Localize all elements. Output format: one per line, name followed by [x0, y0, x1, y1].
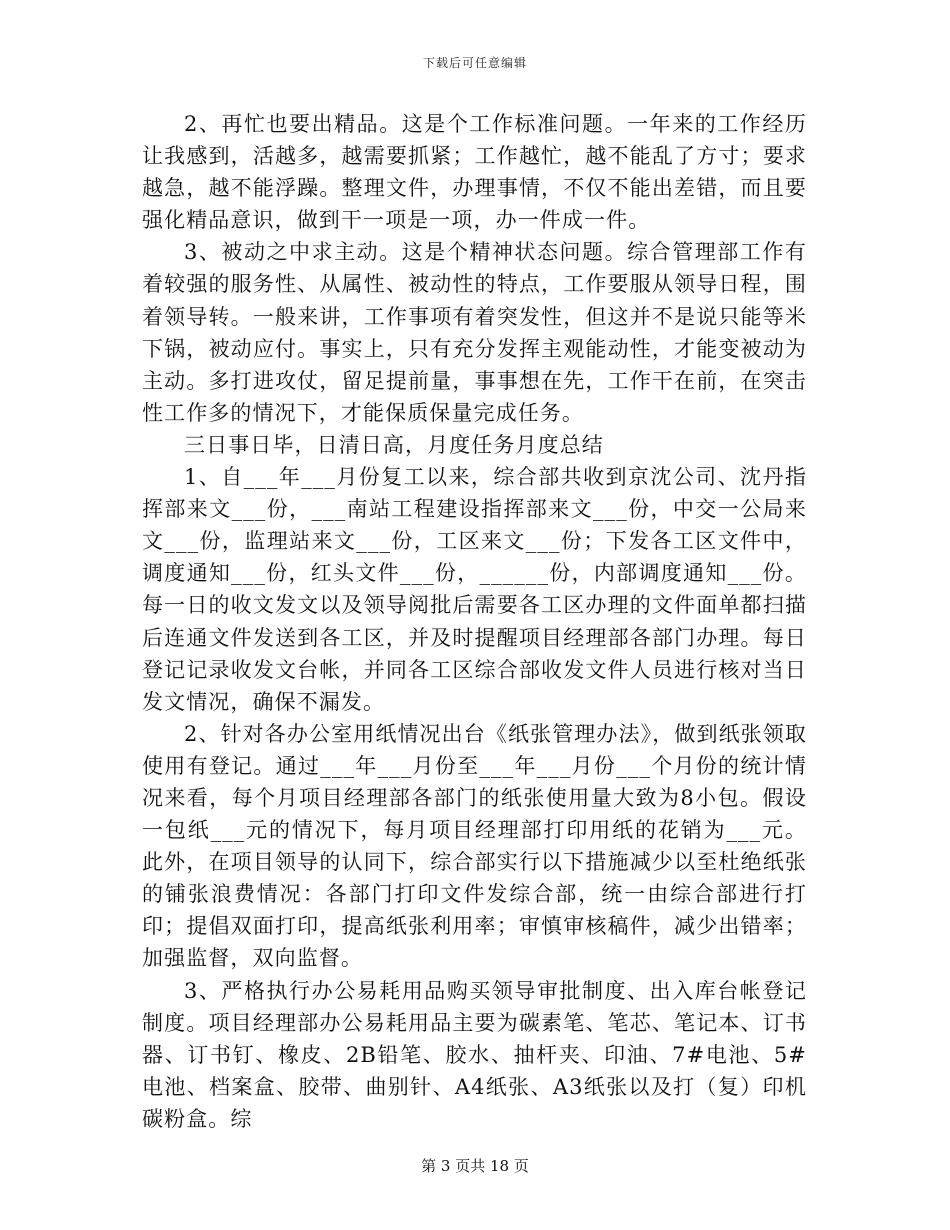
page-header-note: 下载后可任意编辑	[422, 56, 527, 70]
section-heading-daily-tasks: 三日事日毕，日清日高，月度任务月度总结	[184, 432, 604, 457]
paragraph-quality: 2、再忙也要出精品。这是个工作标准问题。一年来的工作经历让我感到，活越多，越需要抓紧；工作越忙，越不能乱了方寸；要求越急，越不能浮躁。整理文件，办理事情，不仅不能出差错，而且要强化精品意识，做到干一项是一项，办一件成一件。	[142, 112, 807, 233]
paragraph-initiative: 3、被动之中求主动。这是个精神状态问题。综合管理部工作有着较强的服务性、从属性、被动性的特点，工作要服从领导日程，围着领导转。一般来讲，工作事项有着突发性，但这并不是说只能等米下锅，被动应付。事实上，只有充分发挥主观能动性，才能变被动为主动。多打进攻仗，留足提前量，事事想在先，工作干在前，在突击性工作多的情况下，才能保质保量完成任务。	[142, 240, 807, 425]
page-footer-number: 第 3 页共 18 页	[421, 1157, 529, 1175]
paragraph-paper-management: 2、针对各办公室用纸情况出台《纸张管理办法》，做到纸张领取使用有登记。通过___年___月份至___年___月份___个月份的统计情况来看，每个月项目经理部各部门的纸张使用量大致为8小包。假设一包纸___元的情况下，每月项目经理部打印用纸的花销为___元。此外，在项目领导的认同下，综合部实行以下措施减少以至杜绝纸张的铺张浪费情况：各部门打印文件发综合部，统一由综合部进行打印；提倡双面打印，提高纸张利用率；审慎审核稿件，减少出错率；加强监督，双向监督。	[142, 721, 807, 971]
document-body	[142, 108, 807, 1135]
paragraph-office-supplies: 3、严格执行办公易耗用品购买领导审批制度、出入库台帐登记制度。项目经理部办公易耗用品主要为碳素笔、笔芯、笔记本、订书器、订书钉、橡皮、2B铅笔、胶水、抽杆夹、印油、7#电池、5#电池、档案盒、胶带、曲别针、A4纸张、A3纸张以及打（复）印机碳粉盒。综	[142, 978, 807, 1131]
paragraph-document-handling: 1、自___年___月份复工以来，综合部共收到京沈公司、沈丹指挥部来文___份，___南站工程建设指挥部来文___份，中交一公局来文___份，监理站来文___份，工区来文___份；下发各工区文件中，调度通知___份，红头文件___份，______份，内部调度通知___份。每一日的收文发文以及领导阅批后需要各工区办理的文件面单都扫描后连通文件发送到各工区，并及时提醒项目经理部各部门办理。每日登记记录收发文台帐，并同各工区综合部收发文件人员进行核对当日发文情况，确保不漏发。	[142, 465, 807, 714]
